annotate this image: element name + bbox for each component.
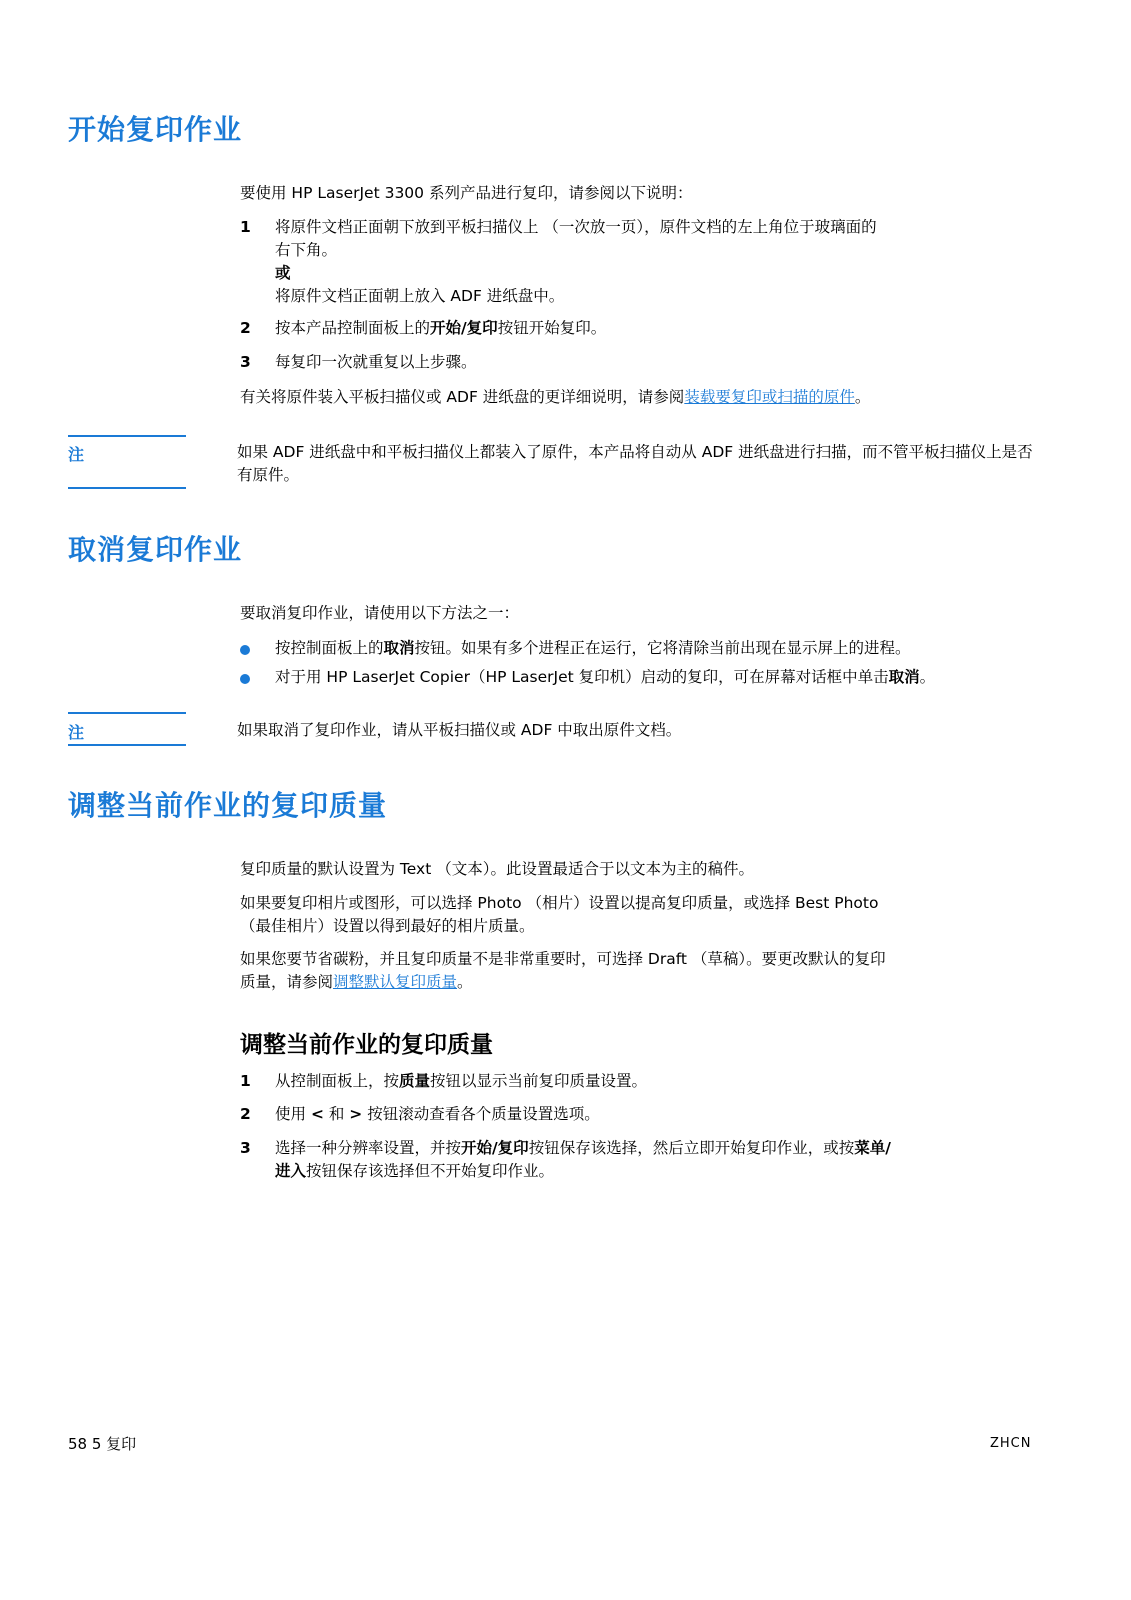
cancel-method-2-pre: 对于用 HP LaserJet Copier（HP LaserJet 复印机）启动的复印，可在屏幕对话框中单击: [275, 668, 889, 686]
note-label: 注: [68, 445, 85, 464]
quality-photo-paragraph: [240, 892, 1060, 938]
intro-cancel-copy: 要取消复印作业，请使用以下方法之一：: [240, 604, 520, 622]
quality-step-2-post: 按钮滚动查看各个质量设置选项。: [362, 1105, 600, 1123]
step-1-line3: 将原件文档正面朝上放入 ADF 进纸盘中。: [275, 287, 565, 305]
cancel-method-1-pre: 按控制面板上的: [275, 639, 384, 657]
cancel-method-2: [275, 666, 1065, 689]
more-info-paragraph: [240, 386, 1060, 409]
quality-photo-line2: （最佳相片）设置以得到最好的相片质量。: [240, 917, 535, 935]
bullet-dot: [240, 645, 250, 655]
step-2-post: 按钮开始复印。: [497, 319, 607, 337]
quality-step-2: [275, 1103, 1065, 1126]
step-number: 3: [240, 1139, 251, 1157]
step-number: 2: [240, 1105, 251, 1123]
quality-step-1-bold: 质量: [399, 1072, 431, 1090]
heading-cancel-copy: 取消复印作业: [68, 533, 243, 566]
note-text: 如果 ADF 进纸盘中和平板扫描仪上都装入了原件，本产品将自动从 ADF 进纸盘进行扫描，而不管平板扫描仪上是否有原件。: [237, 443, 1033, 484]
quality-step-2-bold1: <: [310, 1105, 324, 1123]
step-1-text: [275, 216, 1065, 308]
link-load-originals[interactable]: 装载要复印或扫描的原件: [684, 388, 855, 406]
quality-draft-post: 。: [457, 973, 473, 991]
quality-step-2-pre: 使用: [275, 1105, 311, 1123]
quality-draft-paragraph: [240, 948, 1060, 994]
note-label: 注: [68, 723, 85, 742]
heading-start-copy: 开始复印作业: [68, 113, 243, 146]
step-3-text: 每复印一次就重复以上步骤。: [275, 353, 477, 371]
quality-step-3-pre: 选择一种分辨率设置，并按: [275, 1139, 462, 1157]
more-info-pre: 有关将原件装入平板扫描仪或 ADF 进纸盘的更详细说明，请参阅: [240, 388, 685, 406]
note-divider-top: [68, 435, 186, 437]
cancel-method-2-post: 。: [919, 668, 936, 686]
cancel-method-2-bold: 取消: [888, 668, 920, 686]
link-adjust-default-quality[interactable]: 调整默认复印质量: [333, 973, 458, 991]
quality-step-1-pre: 从控制面板上，按: [275, 1072, 400, 1090]
quality-step-3-bold1: 开始/复印: [461, 1139, 529, 1157]
quality-photo-line1: 如果要复印相片或图形，可以选择 Photo （相片）设置以提高复印质量，或选择 Best Photo: [240, 894, 879, 912]
heading-adjust-quality: 调整当前作业的复印质量: [68, 789, 388, 822]
cancel-method-1-bold: 取消: [383, 639, 415, 657]
quality-draft-pre: 质量，请参阅: [240, 973, 334, 991]
quality-step-1-post: 按钮以显示当前复印质量设置。: [430, 1072, 648, 1090]
step-number: 1: [240, 218, 251, 236]
quality-step-3-post: 按钮保存该选择但不开始复印作业。: [306, 1162, 555, 1180]
step-number: 2: [240, 319, 251, 337]
footer-locale: ZHCN: [990, 1436, 1032, 1451]
more-info-post: 。: [854, 388, 871, 406]
quality-step-3-mid: 按钮保存该选择，然后立即开始复印作业，或按: [528, 1139, 855, 1157]
step-1-line1: 将原件文档正面朝下放到平板扫描仪上 （一次放一页），原件文档的左上角位于玻璃面的: [275, 218, 877, 236]
note-divider-bottom: [68, 487, 186, 489]
note-divider-top: [68, 712, 186, 714]
quality-step-3-bold2: 菜单/: [854, 1139, 891, 1157]
cancel-method-1: [275, 637, 1065, 660]
step-1-or: 或: [275, 264, 291, 282]
step-2-bold: 开始/复印: [430, 319, 498, 337]
subheading-adjust-quality: 调整当前作业的复印质量: [240, 1032, 493, 1058]
quality-step-3: [275, 1137, 1035, 1183]
quality-default-paragraph: 复印质量的默认设置为 Text （文本）。此设置最适合于以文本为主的稿件。: [240, 860, 754, 878]
quality-step-1: [275, 1070, 1065, 1093]
step-2-text: [275, 317, 1065, 340]
note-text: 如果取消了复印作业，请从平板扫描仪或 ADF 中取出原件文档。: [237, 721, 682, 739]
step-number: 1: [240, 1072, 251, 1090]
step-1-line2: 右下角。: [275, 241, 338, 259]
quality-step-2-bold2: >: [349, 1105, 363, 1123]
bullet-dot: [240, 674, 250, 684]
quality-step-2-mid: 和: [323, 1105, 350, 1123]
quality-draft-line1: 如果您要节省碳粉，并且复印质量不是非常重要时，可选择 Draft （草稿）。要更改默认的复印: [240, 950, 886, 968]
footer-page-chapter: 58 5 复印: [68, 1435, 137, 1453]
cancel-method-1-post: 按钮。如果有多个进程正在运行，它将清除当前出现在显示屏上的进程。: [414, 639, 911, 657]
note-divider-bottom: [68, 744, 186, 746]
step-number: 3: [240, 353, 251, 371]
intro-start-copy: 要使用 HP LaserJet 3300 系列产品进行复印，请参阅以下说明：: [240, 184, 693, 202]
quality-step-3-bold3: 进入: [275, 1162, 307, 1180]
step-2-pre: 按本产品控制面板上的: [275, 319, 431, 337]
